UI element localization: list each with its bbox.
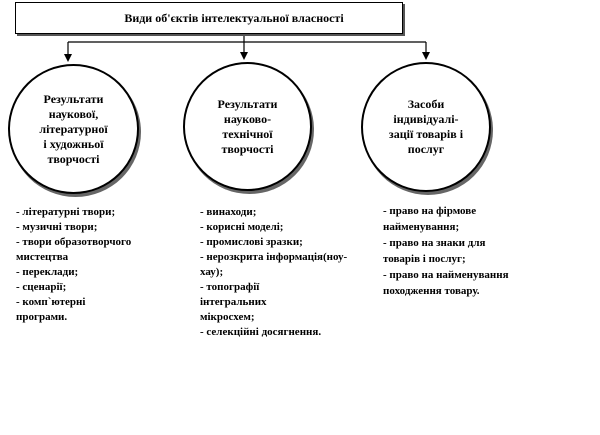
category-label-line: індивідуалі- bbox=[393, 112, 459, 126]
creative-works-list bbox=[16, 205, 176, 325]
category-label-line: послуг bbox=[407, 142, 445, 156]
category-circle-individualization bbox=[361, 62, 491, 192]
category-label-line: наукової, bbox=[48, 106, 99, 121]
category-circle-creative-works bbox=[8, 64, 139, 194]
list-item: - топографії інтегральних мікросхем; bbox=[200, 281, 267, 323]
diagram-title: Види об'єктів інтелектуальної власності bbox=[124, 10, 344, 25]
list-item: - промислові зразки; bbox=[200, 236, 303, 248]
list-item: - переклади; bbox=[16, 266, 79, 278]
category-label-line: літературної bbox=[39, 121, 108, 136]
technical-works-list bbox=[200, 205, 370, 340]
diagram-title-box bbox=[15, 2, 403, 34]
list-item: - музичні твори; bbox=[16, 221, 98, 233]
category-label-line: творчості bbox=[221, 141, 274, 156]
category-label bbox=[389, 97, 463, 157]
category-label-line: зації товарів і bbox=[388, 127, 464, 141]
category-label-line: і художньої bbox=[43, 136, 104, 151]
category-label-line: Результати bbox=[43, 91, 104, 106]
category-label-line: Засоби bbox=[407, 97, 445, 111]
category-label bbox=[39, 92, 107, 167]
list-item: - право на фірмове найменування; bbox=[383, 205, 477, 233]
list-item: - літературні твори; bbox=[16, 206, 116, 218]
category-circle-technical-works bbox=[183, 62, 312, 191]
individualization-list bbox=[383, 203, 523, 299]
list-item: - комп`ютерні програми. bbox=[16, 296, 86, 323]
list-item: - селекційні досягнення. bbox=[200, 326, 322, 338]
list-item: - корисні моделі; bbox=[200, 221, 284, 233]
list-item: - нерозкрита інформація(ноу-хау); bbox=[200, 251, 348, 278]
list-item: - винаходи; bbox=[200, 206, 257, 218]
list-item: - твори образотворчого мистецтва bbox=[16, 236, 132, 263]
category-label bbox=[218, 97, 278, 157]
list-item: - право на найменування походження товару. bbox=[383, 269, 509, 297]
category-label-line: науково- bbox=[223, 111, 272, 126]
category-label-line: Результати bbox=[217, 96, 278, 111]
list-item: - право на знаки для товарів і послуг; bbox=[383, 237, 486, 265]
category-label-line: творчості bbox=[47, 151, 100, 166]
list-item: - сценарії; bbox=[16, 281, 67, 293]
category-label-line: технічної bbox=[222, 126, 273, 141]
